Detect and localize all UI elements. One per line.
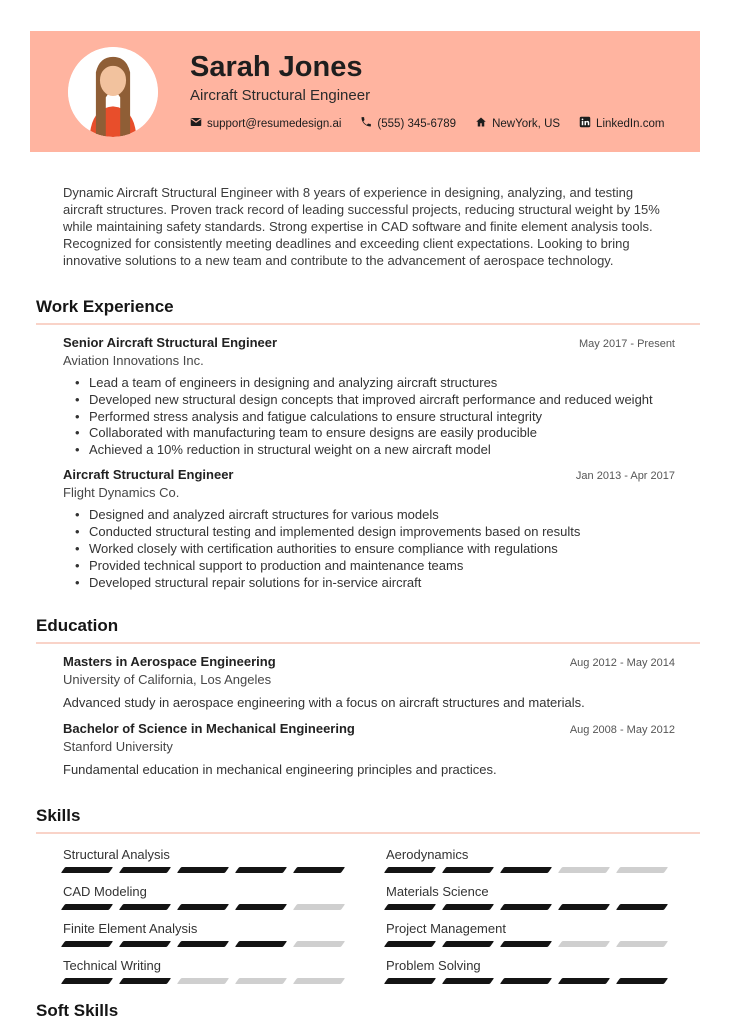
education-entries [36, 654, 700, 778]
skill-segment-empty [616, 867, 668, 873]
skill-segment-empty [293, 941, 345, 947]
skill-name: Materials Science [386, 884, 489, 899]
skill-item [386, 884, 669, 910]
skill-item [63, 958, 346, 984]
skill-segment-filled [384, 867, 436, 873]
skill-segment-filled [442, 978, 494, 984]
header-text [190, 52, 664, 132]
skill-segment-filled [177, 941, 229, 947]
education-school: University of California, Los Angeles [63, 672, 272, 687]
skill-name: Project Management [386, 921, 506, 936]
skill-name: Finite Element Analysis [63, 921, 198, 936]
contact-label: LinkedIn.com [596, 117, 665, 130]
contact-label: NewYork, US [492, 117, 561, 130]
email-icon [190, 116, 202, 131]
work-entry-company: Flight Dynamics Co. [63, 485, 180, 501]
work-bullet: • Designed and analyzed aircraft structures for various models [75, 507, 675, 523]
education-degree: Masters in Aerospace Engineering [63, 654, 276, 669]
work-bullet: • Provided technical support to production and maintenance teams [75, 558, 675, 574]
contact-phone[interactable] [360, 116, 456, 131]
education-school: Stanford University [63, 739, 173, 754]
work-bullet: • Worked closely with certification authorities to ensure compliance with regulations [75, 541, 675, 557]
home-icon [475, 116, 487, 131]
skill-item [386, 921, 669, 947]
skill-segment-filled [119, 904, 171, 910]
work-entry [63, 467, 675, 590]
skill-segment-filled [558, 904, 610, 910]
skill-segment-filled [442, 904, 494, 910]
skill-segment-empty [616, 941, 668, 947]
contact-label: (555) 345-6789 [377, 117, 457, 130]
section-divider [36, 642, 700, 644]
skill-segment-filled [235, 904, 287, 910]
work-entry-head [63, 467, 675, 483]
education-entry-head [63, 654, 675, 670]
work-entry-company: Aviation Innovations Inc. [63, 353, 204, 368]
soft-skills-heading: Soft Skills [36, 1001, 119, 1020]
resume-header [30, 31, 700, 152]
education-dates: Aug 2008 - May 2012 [569, 724, 675, 736]
avatar [68, 47, 158, 137]
summary-paragraph: Dynamic Aircraft Structural Engineer with 8 years of experience in designing, analyzing, and testing aircraft structures. Proven track record of leading successful projects, reducing structural weight by 15% while maintaining safety standards. Strong expertise in CAD software and finite element analysis tools. Recognized for consistently meeting deadlines and exceeding client expectations. Looking to bring innovative solutions to a new team and contribute to the advancement of aerospace technology. [63, 185, 660, 268]
skills-heading: Skills [36, 806, 81, 825]
linkedin-icon [579, 116, 591, 131]
work-bullet: • Developed structural repair solutions for in-service aircraft [75, 575, 675, 591]
skill-segment-filled [177, 867, 229, 873]
work-bullet: • Performed stress analysis and fatigue calculations to ensure structural integrity [75, 409, 675, 425]
skill-segment-filled [61, 867, 113, 873]
contact-email[interactable] [190, 116, 341, 131]
work-entry-bullets [63, 507, 675, 590]
work-bullet: • Developed new structural design concepts that improved aircraft performance and reduced weight [75, 392, 675, 408]
skill-name: Aerodynamics [386, 847, 469, 862]
work-bullet: • Lead a team of engineers in designing and analyzing aircraft structures [75, 375, 675, 391]
education-description: Fundamental education in mechanical engineering principles and practices. [63, 762, 497, 777]
skill-segment-empty [293, 978, 345, 984]
skill-level-bar [63, 902, 346, 910]
work-entry-bullets [63, 375, 675, 458]
person-name: Sarah Jones [190, 50, 363, 83]
education-entry [63, 721, 675, 778]
skill-segment-filled [558, 978, 610, 984]
skill-segment-filled [119, 978, 171, 984]
skill-segment-filled [384, 978, 436, 984]
skill-segment-empty [177, 978, 229, 984]
skill-level-bar [386, 902, 669, 910]
skill-segment-filled [293, 867, 345, 873]
skill-item [63, 847, 346, 873]
section-education [36, 616, 700, 788]
section-divider [36, 323, 700, 325]
skill-segment-filled [500, 904, 552, 910]
skill-item [63, 921, 346, 947]
skill-segment-filled [616, 904, 668, 910]
skill-name: Problem Solving [386, 958, 481, 973]
work-entry-dates: Jan 2013 - Apr 2017 [575, 470, 675, 483]
skill-segment-empty [558, 867, 610, 873]
contact-home[interactable] [475, 116, 560, 131]
skill-segment-empty [293, 904, 345, 910]
contact-row [190, 116, 664, 131]
section-divider [36, 832, 700, 834]
skill-segment-filled [500, 867, 552, 873]
skill-level-bar [386, 939, 669, 947]
work-bullet: • Conducted structural testing and implemented design improvements based on results [75, 524, 675, 540]
work-experience-heading: Work Experience [36, 297, 174, 316]
skill-name: Structural Analysis [63, 847, 170, 862]
skill-level-bar [63, 865, 346, 873]
work-entries [36, 335, 700, 591]
skill-segment-filled [177, 904, 229, 910]
work-entry-head [63, 335, 675, 351]
skills-grid [63, 847, 675, 984]
education-heading: Education [36, 616, 119, 635]
skill-segment-filled [442, 867, 494, 873]
work-bullet: • Achieved a 10% reduction in structural weight on a new aircraft model [75, 442, 675, 458]
section-skills [36, 806, 700, 984]
contact-linkedin[interactable] [579, 116, 664, 131]
work-entry-title: Aircraft Structural Engineer [63, 467, 234, 483]
education-degree: Bachelor of Science in Mechanical Engineering [63, 721, 355, 736]
skill-segment-filled [61, 941, 113, 947]
education-description: Advanced study in aerospace engineering with a focus on aircraft structures and materials. [63, 695, 585, 710]
skill-segment-filled [384, 941, 436, 947]
skill-level-bar [386, 865, 669, 873]
section-soft-skills [36, 1001, 700, 1021]
person-job-title: Aircraft Structural Engineer [190, 87, 371, 105]
skill-item [386, 958, 669, 984]
skill-name: Technical Writing [63, 958, 162, 973]
skill-segment-filled [61, 904, 113, 910]
education-entry-head [63, 721, 675, 737]
skill-segment-filled [616, 978, 668, 984]
work-entry [63, 335, 675, 458]
skill-segment-empty [235, 978, 287, 984]
skill-segment-filled [235, 941, 287, 947]
skill-segment-filled [384, 904, 436, 910]
avatar-portrait-icon [68, 47, 158, 137]
phone-icon [360, 116, 372, 131]
skill-level-bar [63, 976, 346, 984]
work-entry-dates: May 2017 - Present [579, 338, 675, 350]
section-work-experience [36, 297, 700, 600]
contact-label: support@resumedesign.ai [207, 117, 342, 130]
skill-segment-filled [500, 941, 552, 947]
skill-level-bar [386, 976, 669, 984]
skill-segment-filled [119, 867, 171, 873]
work-bullet: • Collaborated with manufacturing team to ensure designs are easily producible [75, 425, 675, 441]
education-entry [63, 654, 675, 711]
skill-segment-filled [442, 941, 494, 947]
education-dates: Aug 2012 - May 2014 [569, 657, 675, 669]
work-entry-title: Senior Aircraft Structural Engineer [63, 335, 278, 350]
skill-segment-empty [558, 941, 610, 947]
skill-name: CAD Modeling [63, 884, 147, 899]
skill-level-bar [63, 939, 346, 947]
skill-item [63, 884, 346, 910]
skill-segment-filled [119, 941, 171, 947]
skill-segment-filled [500, 978, 552, 984]
skill-segment-filled [235, 867, 287, 873]
skill-item [386, 847, 669, 873]
skill-segment-filled [61, 978, 113, 984]
